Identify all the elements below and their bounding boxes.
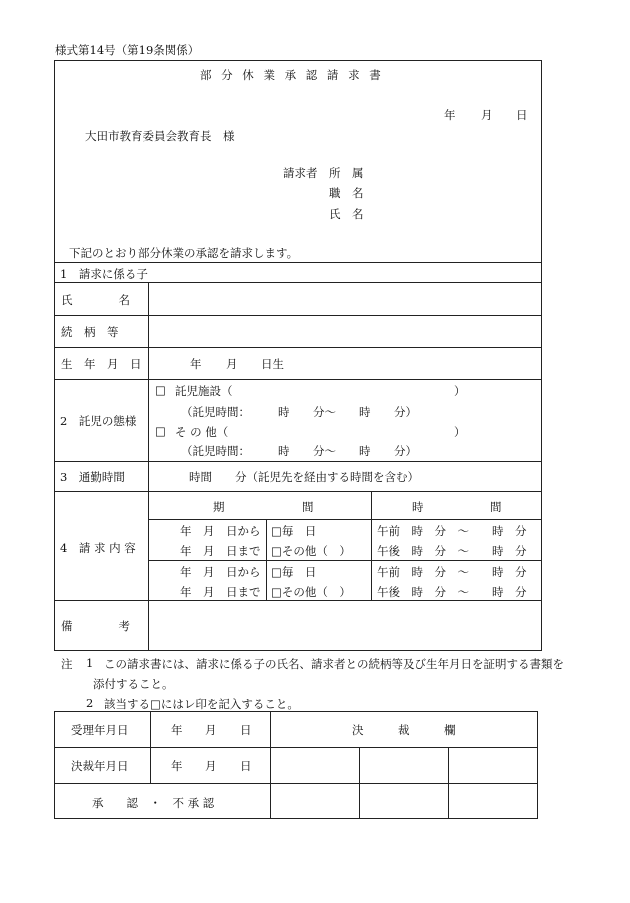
facility-label: 託児施設（ <box>175 384 233 398</box>
facility-checkbox[interactable]: □ <box>155 383 166 397</box>
child-name-label: 氏 名 <box>61 293 130 307</box>
facility-time-label: （託児時間： <box>181 405 250 419</box>
block2-pm: 午後 時 分 〜 <box>377 585 469 599</box>
other-time-label: （託児時間： <box>181 444 250 458</box>
period-header-1: 期 <box>213 500 225 514</box>
date-month: 月 <box>481 108 493 122</box>
date-year: 年 <box>444 108 456 122</box>
rule-decision-col3 <box>359 747 360 819</box>
facility-fun-close: 分） <box>394 405 417 419</box>
rule-decision-col1 <box>150 711 151 783</box>
form-number: 様式第14号（第19条関係） <box>55 43 200 57</box>
rule-section4-col1 <box>266 519 267 600</box>
block1-pm-end: 時 分 <box>492 544 527 558</box>
decided-month: 月 <box>205 759 217 773</box>
remarks-label: 備 考 <box>61 619 130 633</box>
block1-to: 年 月 日まで <box>180 544 261 558</box>
section1-label: 1 請求に係る子 <box>60 267 148 281</box>
commute-time-value: 時間 分（託児先を経由する時間を含む） <box>189 470 419 484</box>
received-month: 月 <box>205 723 217 737</box>
note1-number: 1 <box>86 656 94 670</box>
rule-name-top <box>54 282 542 283</box>
other-fun-kara: 分〜 <box>313 444 336 458</box>
approval-label: 承 認 ・ 不 承 認 <box>92 796 215 810</box>
rule-section4-header <box>148 519 542 520</box>
date-day: 日 <box>516 108 528 122</box>
block2-am: 午前 時 分 〜 <box>377 565 469 579</box>
other-fun-close: 分） <box>394 444 417 458</box>
child-relation-label: 続 柄 等 <box>61 325 119 339</box>
other-label: そ の 他（ <box>175 425 229 439</box>
block1-every-day[interactable]: □毎 日 <box>271 524 317 538</box>
time-header-2: 間 <box>490 500 502 514</box>
decided-day: 日 <box>240 759 252 773</box>
rule-section4-middle <box>148 560 542 561</box>
block2-to: 年 月 日まで <box>180 585 261 599</box>
requester-affiliation-label: 所 属 <box>329 166 364 180</box>
facility-fun-kara: 分〜 <box>313 405 336 419</box>
other-close-paren: ） <box>454 425 466 439</box>
rule-label-column <box>148 282 149 651</box>
received-year: 年 <box>171 723 183 737</box>
rule-decision-col2 <box>270 711 271 819</box>
facility-close-paren: ） <box>454 384 466 398</box>
block2-am-end: 時 分 <box>492 565 527 579</box>
requester-name-label: 氏 名 <box>329 207 364 221</box>
rule-decision-col4 <box>448 747 449 819</box>
rule-section3-top <box>54 461 542 462</box>
block1-am: 午前 時 分 〜 <box>377 524 469 538</box>
received-day: 日 <box>240 723 252 737</box>
rule-section2-top <box>54 379 542 380</box>
birth-year: 年 <box>190 357 202 371</box>
note1-line2: 添付すること。 <box>93 677 174 691</box>
block1-other[interactable]: □その他（ ） <box>271 544 351 558</box>
time-header-1: 時 <box>412 500 424 514</box>
section4-label: 4 請 求 内 容 <box>60 541 136 555</box>
section2-label: 2 託児の態様 <box>60 414 137 428</box>
decision-header: 決 裁 欄 <box>352 723 456 737</box>
addressee: 大田市教育委員会教育長 様 <box>85 129 235 143</box>
rule-section1-top <box>54 262 542 263</box>
birth-month: 月 <box>226 357 238 371</box>
rule-section4-top <box>54 491 542 492</box>
decided-date-label: 決裁年月日 <box>71 759 129 773</box>
note2-text: 該当する□にはレ印を記入すること。 <box>104 697 299 711</box>
received-date-label: 受理年月日 <box>71 723 129 737</box>
block2-pm-end: 時 分 <box>492 585 527 599</box>
birth-day: 日生 <box>261 357 284 371</box>
other-ji-1: 時 <box>278 444 290 458</box>
rule-section4-col2 <box>371 491 372 600</box>
other-checkbox[interactable]: □ <box>155 424 166 438</box>
block2-every-day[interactable]: □毎 日 <box>271 565 317 579</box>
block1-am-end: 時 分 <box>492 524 527 538</box>
block2-other[interactable]: □その他（ ） <box>271 585 351 599</box>
block1-pm: 午後 時 分 〜 <box>377 544 469 558</box>
block2-from: 年 月 日から <box>180 565 261 579</box>
period-header-2: 間 <box>302 500 314 514</box>
rule-decision-row2 <box>54 783 538 784</box>
facility-ji-1: 時 <box>278 405 290 419</box>
requester-label: 請求者 <box>283 166 318 180</box>
page-title: 部 分 休 業 承 認 請 求 書 <box>200 68 384 82</box>
child-birth-label: 生 年 月 日 <box>61 357 142 371</box>
rule-relation-top <box>54 315 542 316</box>
requester-position-label: 職 名 <box>329 186 364 200</box>
intro-text: 下記のとおり部分休業の承認を請求します。 <box>69 246 299 260</box>
other-ji-2: 時 <box>359 444 371 458</box>
rule-decision-row1 <box>54 747 538 748</box>
block1-from: 年 月 日から <box>180 524 261 538</box>
section3-label: 3 通勤時間 <box>60 470 125 484</box>
facility-ji-2: 時 <box>359 405 371 419</box>
note2-number: 2 <box>86 696 94 710</box>
rule-remarks-top <box>54 600 542 601</box>
rule-birth-top <box>54 347 542 348</box>
note1-line1: この請求書には、請求に係る子の氏名、請求者との続柄等及び生年月日を証明する書類を <box>104 657 564 671</box>
decided-year: 年 <box>171 759 183 773</box>
notes-prefix: 注 <box>61 657 73 671</box>
